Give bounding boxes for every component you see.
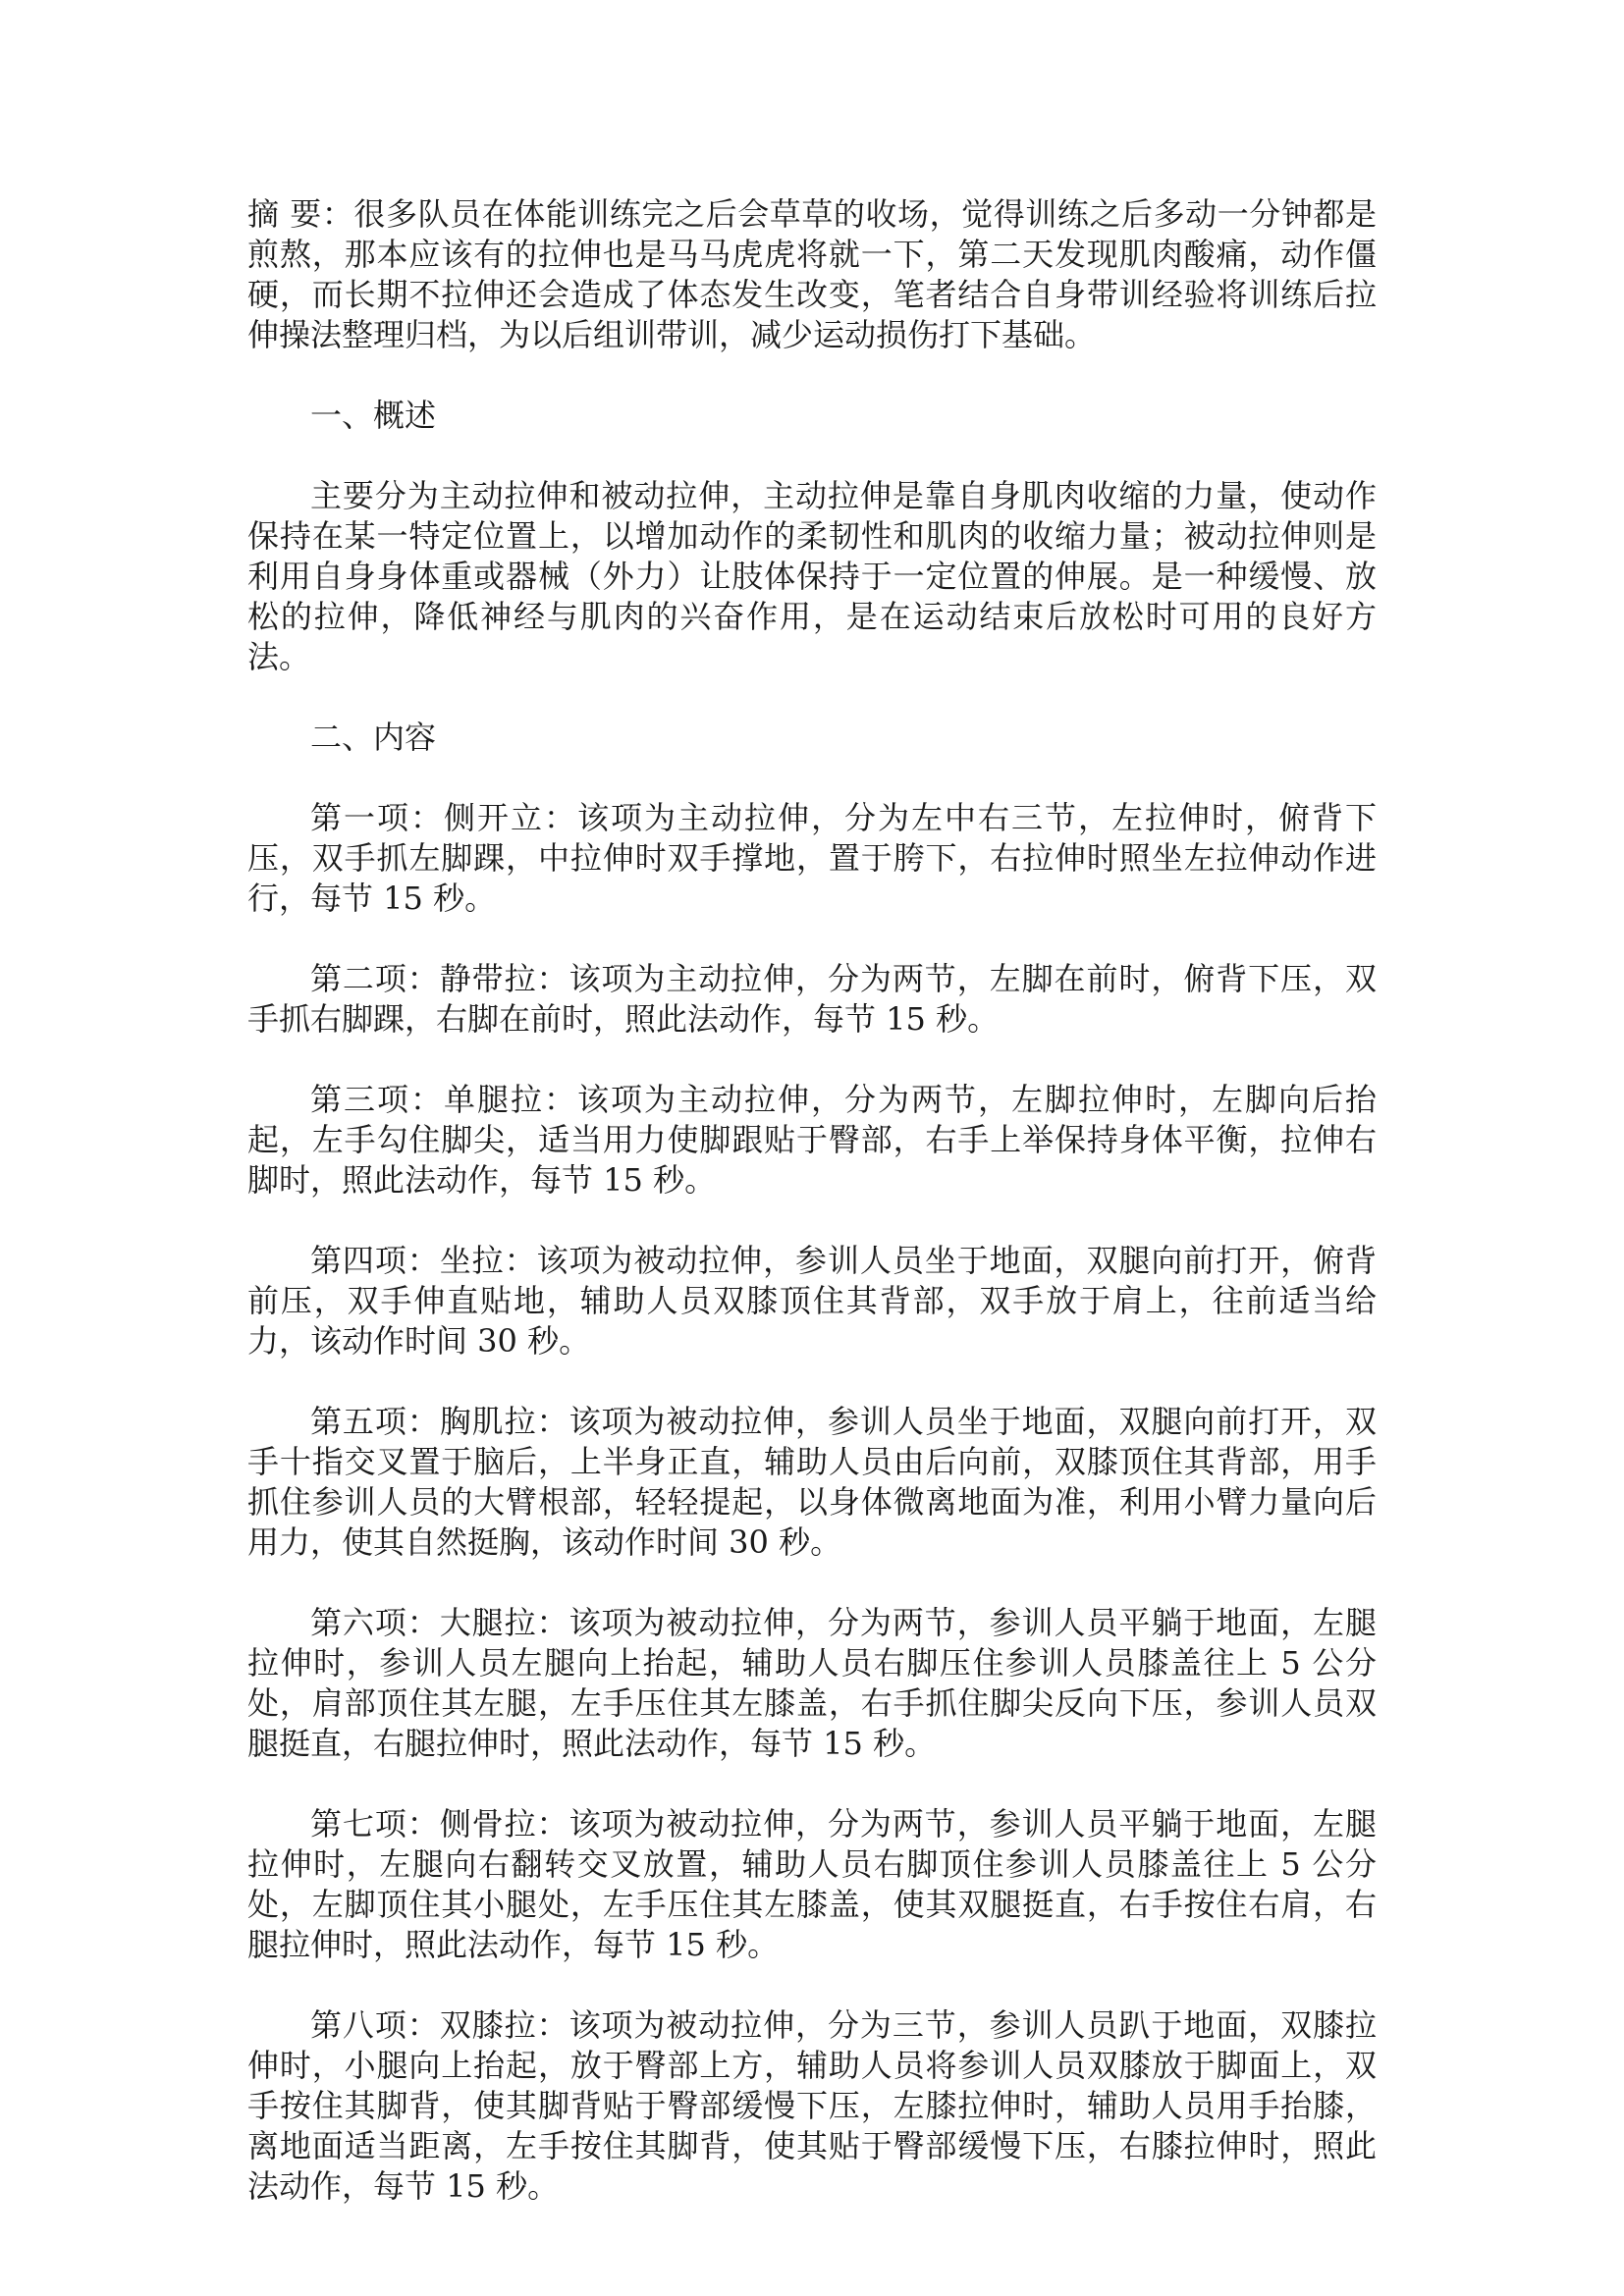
item-paragraph-7: 第七项：侧骨拉：该项为被动拉伸，分为两节，参训人员平躺于地面，左腿拉伸时，左腿向右翻转交叉放置，辅助人员右脚顶住参训人员膝盖往上 5 公分处，左脚顶住其小腿处，左手压住其左膝盖，使其双腿挺直，右手按住右肩，右腿拉伸时，照此法动作，每节 15 秒。 [247,1805,1377,1963]
item-paragraph-8: 第八项：双膝拉：该项为被动拉伸，分为三节，参训人员趴于地面，双膝拉伸时，小腿向上抬起，放于臀部上方，辅助人员将参训人员双膝放于脚面上，双手按住其脚背，使其脚背贴于臀部缓慢下压，左膝拉伸时，辅助人员用手抬膝，离地面适当距离，左手按住其脚背，使其贴于臀部缓慢下压，右膝拉伸时，照此法动作，每节 15 秒。 [247,2006,1377,2205]
item-paragraph-1: 第一项：侧开立：该项为主动拉伸，分为左中右三节，左拉伸时，俯背下压，双手抓左脚踝，中拉伸时双手撑地，置于胯下，右拉伸时照坐左拉伸动作进行，每节 15 秒。 [247,799,1377,917]
document-page [247,194,1377,2247]
section-heading-overview: 一、概述 [310,397,437,434]
item-paragraph-6: 第六项：大腿拉：该项为被动拉伸，分为两节，参训人员平躺于地面，左腿拉伸时，参训人员左腿向上抬起，辅助人员右脚压住参训人员膝盖往上 5 公分处，肩部顶住其左腿，左手压住其左膝盖，右手抓住脚尖反向下压，参训人员双腿挺直，右腿拉伸时，照此法动作，每节 15 秒。 [247,1604,1377,1762]
overview-paragraph: 主要分为主动拉伸和被动拉伸，主动拉伸是靠自身肌肉收缩的力量，使动作保持在某一特定位置上，以增加动作的柔韧性和肌肉的收缩力量；被动拉伸则是利用自身身体重或器械（外力）让肢体保持于一定位置的伸展。是一种缓慢、放松的拉伸，降低神经与肌肉的兴奋作用，是在运动结束后放松时可用的良好方法。 [247,477,1377,675]
item-paragraph-5: 第五项：胸肌拉：该项为被动拉伸，参训人员坐于地面，双腿向前打开，双手十指交叉置于脑后，上半身正直，辅助人员由后向前，双膝顶住其背部，用手抓住参训人员的大臂根部，轻轻提起，以身体微离地面为准，利用小臂力量向后用力，使其自然挺胸，该动作时间 30 秒。 [247,1403,1377,1561]
section-heading-content: 二、内容 [310,719,437,756]
abstract-paragraph: 摘 要：很多队员在体能训练完之后会草草的收场，觉得训练之后多动一分钟都是煎熬，那本应该有的拉伸也是马马虎虎将就一下，第二天发现肌肉酸痛，动作僵硬，而长期不拉伸还会造成了体态发生改变，笔者结合自身带训经验将训练后拉伸操法整理归档，为以后组训带训，减少运动损伤打下基础。 [247,195,1377,353]
item-paragraph-3: 第三项：单腿拉：该项为主动拉伸，分为两节，左脚拉伸时，左脚向后抬起，左手勾住脚尖，适当用力使脚跟贴于臀部，右手上举保持身体平衡，拉伸右脚时，照此法动作，每节 15 秒。 [247,1081,1377,1199]
item-paragraph-4: 第四项：坐拉：该项为被动拉伸，参训人员坐于地面，双腿向前打开，俯背前压，双手伸直贴地，辅助人员双膝顶住其背部，双手放于肩上，往前适当给力，该动作时间 30 秒。 [247,1242,1377,1360]
item-paragraph-2: 第二项：静带拉：该项为主动拉伸，分为两节，左脚在前时，俯背下压，双手抓右脚踝，右脚在前时，照此法动作，每节 15 秒。 [247,960,1377,1038]
